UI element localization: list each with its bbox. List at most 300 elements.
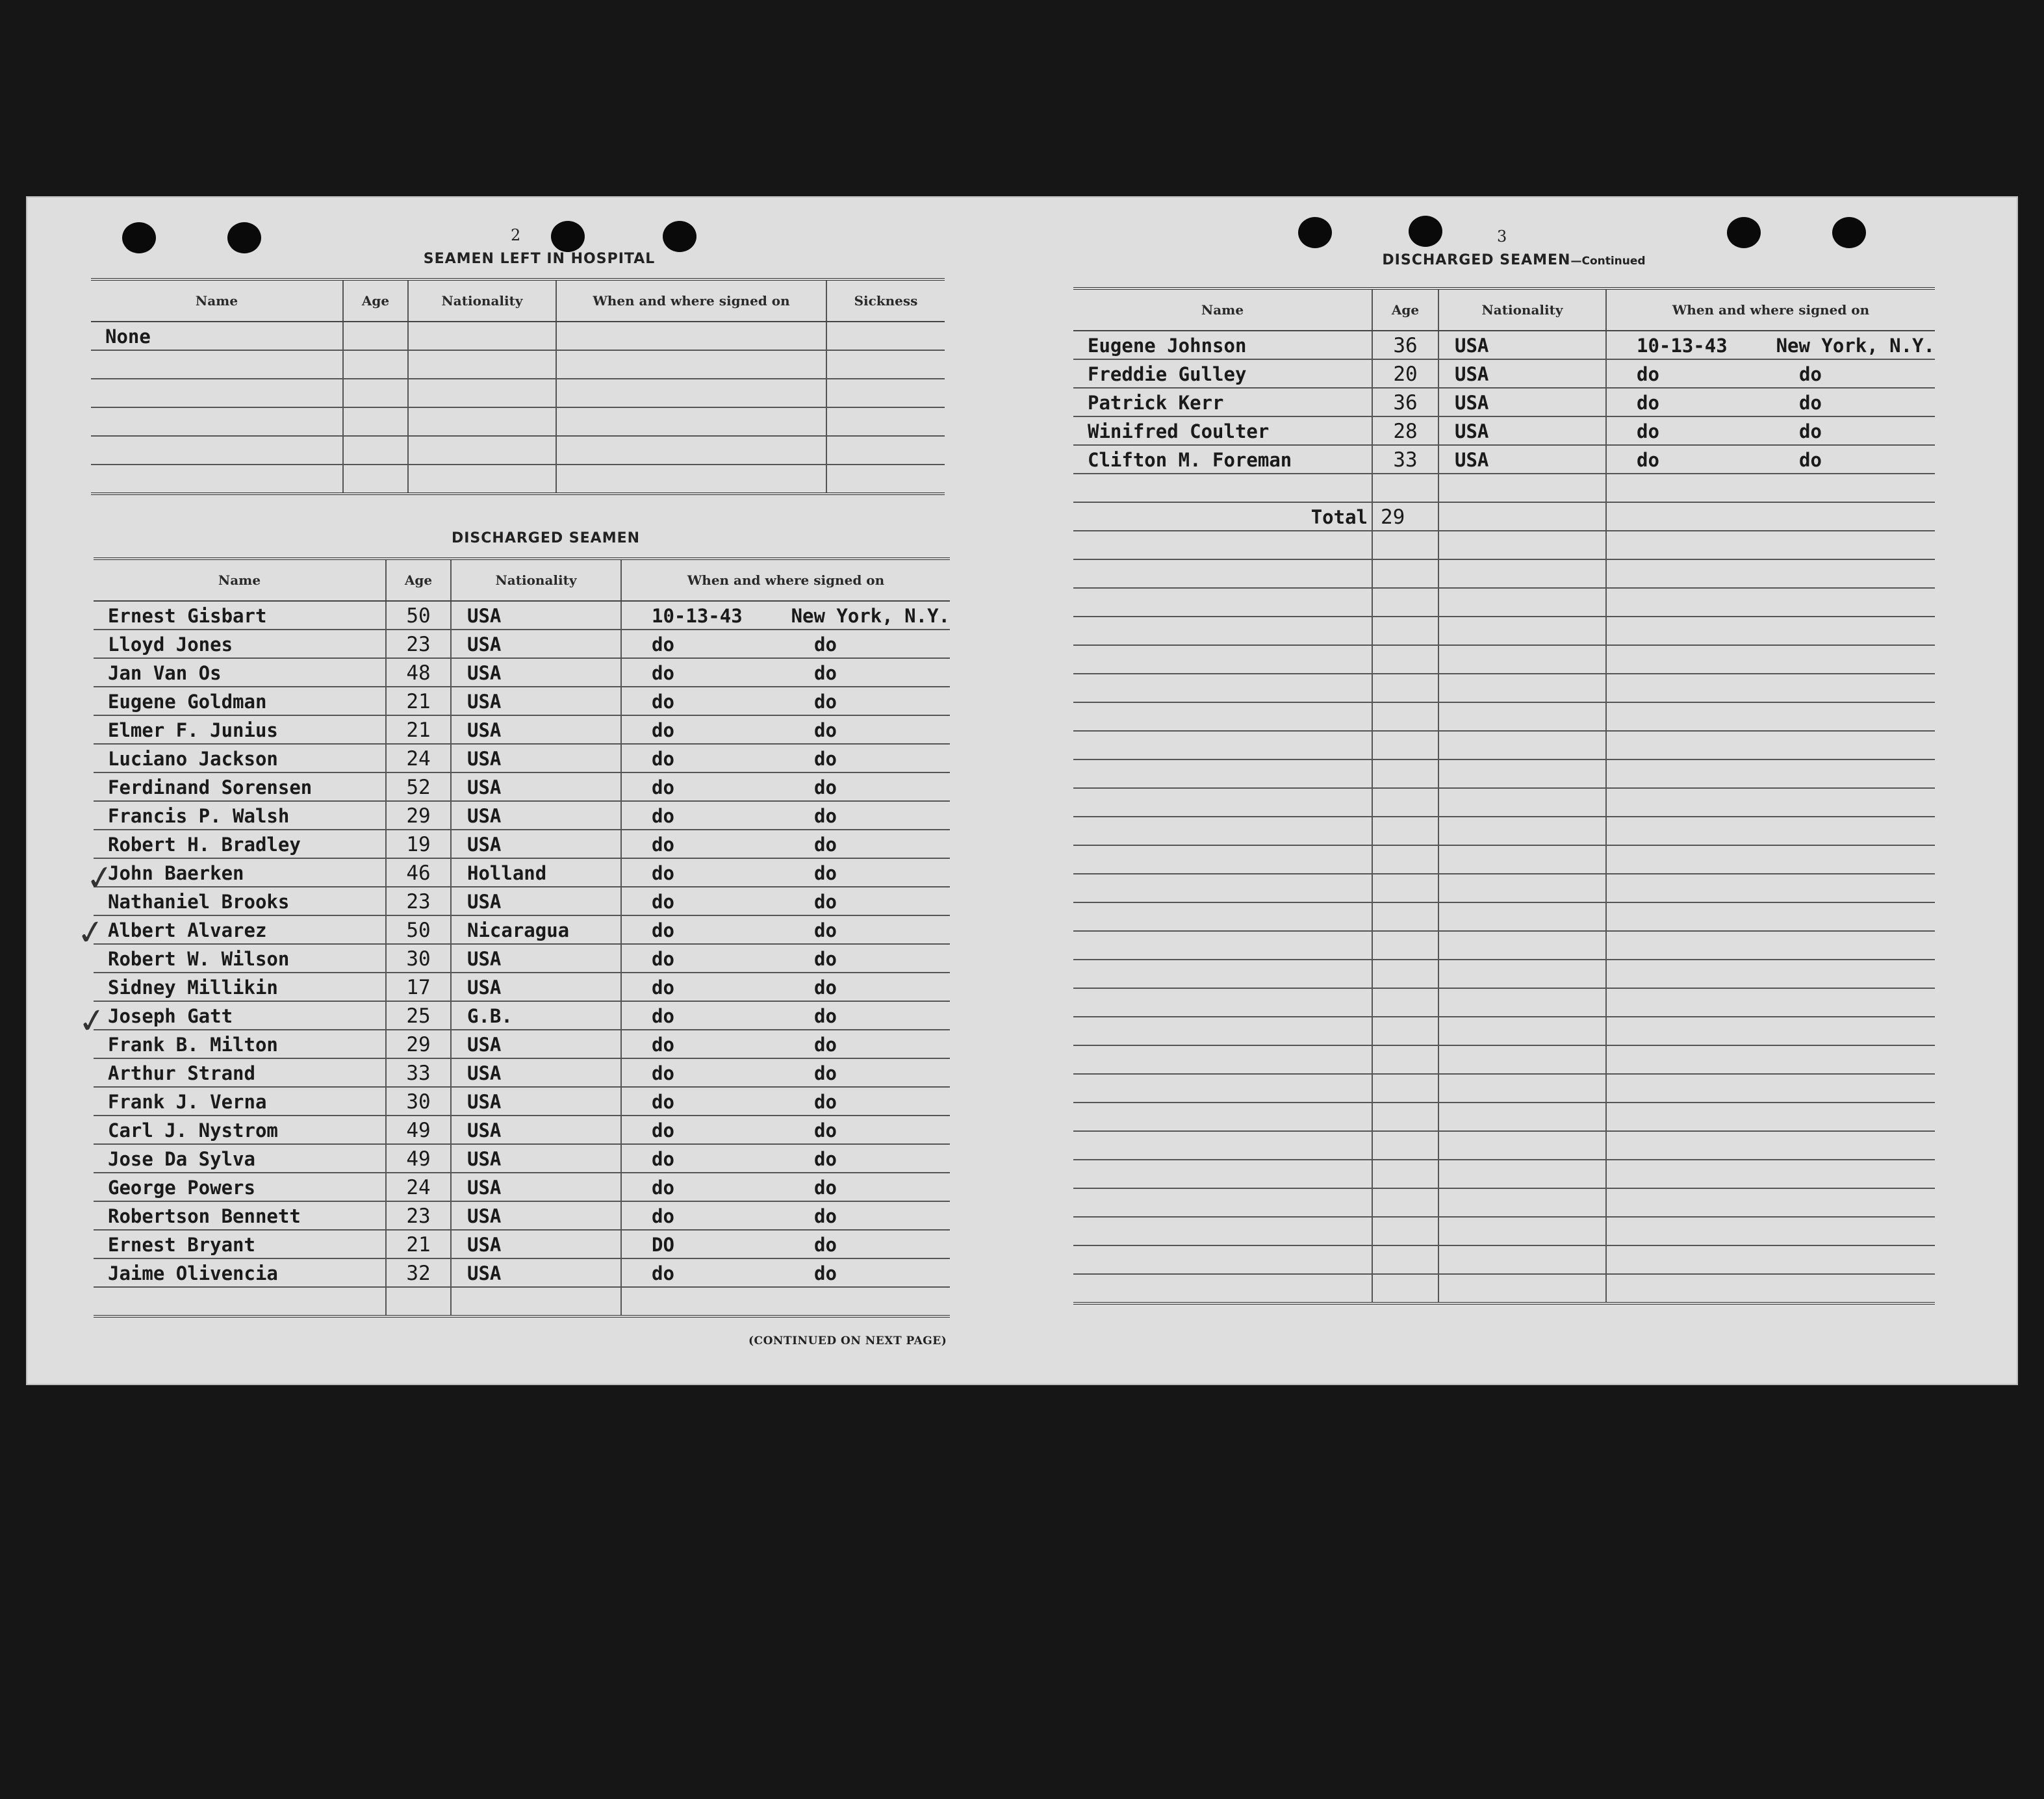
table-row: [1073, 617, 1935, 645]
signed-on-date: do: [1637, 363, 1659, 385]
empty-cell: [1073, 845, 1372, 874]
signed-on-place: do: [814, 1091, 837, 1113]
signed-on-date: do: [652, 891, 674, 913]
seaman-age: 28: [1372, 416, 1438, 445]
seaman-age: 52: [386, 772, 451, 801]
empty-cell: [343, 322, 408, 350]
col-header-name: Name: [91, 279, 343, 322]
discharged-heading: DISCHARGED SEAMEN: [451, 530, 641, 546]
table-row: [94, 658, 950, 687]
seaman-nationality: USA: [451, 1230, 621, 1258]
seaman-name: Jan Van Os: [94, 658, 386, 687]
empty-cell: [408, 407, 556, 436]
empty-cell: [1073, 474, 1372, 502]
empty-cell: [1073, 874, 1372, 902]
total-row: [1073, 502, 1935, 531]
total-value: 29: [1372, 502, 1438, 531]
table-row: [94, 1001, 950, 1030]
empty-cell: [408, 350, 556, 379]
seaman-age: 30: [386, 1087, 451, 1116]
empty-cell: [1606, 1131, 1935, 1160]
empty-cell: [1372, 817, 1438, 845]
empty-cell: [1438, 845, 1606, 874]
empty-cell: [1073, 988, 1372, 1017]
seaman-name: Robertson Bennett: [94, 1201, 386, 1230]
seaman-nationality: G.B.: [451, 1001, 621, 1030]
empty-cell: [1372, 1188, 1438, 1217]
signed-on-date: do: [652, 1091, 674, 1113]
signed-on: [621, 601, 950, 630]
empty-cell: [1372, 617, 1438, 645]
signed-on: [621, 1173, 950, 1201]
empty-cell: [826, 322, 945, 350]
empty-cell: [1606, 931, 1935, 960]
empty-cell: [1606, 902, 1935, 931]
empty-cell: [1606, 531, 1935, 559]
signed-on-place: do: [814, 919, 837, 941]
empty-cell: [1438, 988, 1606, 1017]
empty-cell: [1438, 960, 1606, 988]
empty-cell: [1372, 531, 1438, 559]
punch-hole: [227, 222, 261, 253]
signed-on: [621, 1201, 950, 1230]
table-row: [94, 687, 950, 715]
table-row: [1073, 531, 1935, 559]
table-row: [1073, 1074, 1935, 1103]
seaman-nationality: USA: [1438, 331, 1606, 359]
signed-on: [621, 772, 950, 801]
empty-cell: [1606, 502, 1935, 531]
empty-cell: [1438, 1131, 1606, 1160]
empty-cell: [1073, 531, 1372, 559]
empty-cell: [826, 465, 945, 494]
seaman-age: 33: [386, 1058, 451, 1087]
empty-cell: [1073, 1217, 1372, 1245]
empty-cell: [91, 379, 343, 407]
signed-on-place: do: [814, 1205, 837, 1227]
signed-on-place: do: [814, 976, 837, 999]
signed-on-date: do: [1637, 449, 1659, 471]
seaman-nationality: USA: [451, 801, 621, 830]
empty-cell: [1073, 1274, 1372, 1303]
table-row: [1073, 931, 1935, 960]
seaman-age: 36: [1372, 331, 1438, 359]
empty-cell: [1372, 1274, 1438, 1303]
table-row: [1073, 359, 1935, 388]
signed-on: [621, 1258, 950, 1287]
table-row: [1073, 759, 1935, 788]
table-row: [94, 858, 950, 887]
signed-on-place: do: [814, 662, 837, 684]
heading-main: DISCHARGED SEAMEN: [1382, 252, 1571, 268]
seaman-name: Ernest Bryant: [94, 1230, 386, 1258]
table-row: [94, 1144, 950, 1173]
empty-cell: [408, 322, 556, 350]
total-label: Total: [1073, 502, 1372, 531]
continued-note: (CONTINUED ON NEXT PAGE): [748, 1334, 947, 1347]
seaman-name: Albert Alvarez: [94, 915, 386, 944]
empty-cell: [408, 436, 556, 465]
table-row: [1073, 817, 1935, 845]
signed-on-date: do: [652, 948, 674, 970]
signed-on-place: do: [814, 805, 837, 827]
signed-on-date: 10-13-43: [1637, 335, 1728, 357]
signed-on: [621, 973, 950, 1001]
empty-cell: [826, 407, 945, 436]
seaman-age: 50: [386, 601, 451, 630]
signed-on-date: do: [652, 691, 674, 713]
empty-cell: [1438, 474, 1606, 502]
signed-on-date: do: [1637, 420, 1659, 442]
empty-cell: [826, 379, 945, 407]
table-row: [94, 1258, 950, 1287]
empty-cell: [1606, 874, 1935, 902]
empty-cell: [1372, 474, 1438, 502]
seaman-age: 23: [386, 1201, 451, 1230]
empty-cell: [1073, 674, 1372, 702]
table-row: [1073, 416, 1935, 445]
empty-cell: [1606, 617, 1935, 645]
table-row: [1073, 1245, 1935, 1274]
seaman-nationality: USA: [451, 1087, 621, 1116]
empty-cell: [1372, 902, 1438, 931]
seaman-name: Eugene Goldman: [94, 687, 386, 715]
empty-cell: [1606, 1074, 1935, 1103]
empty-cell: [1372, 1245, 1438, 1274]
seaman-nationality: USA: [451, 1173, 621, 1201]
empty-cell: [1073, 588, 1372, 617]
col-header-nationality: Nationality: [1438, 288, 1606, 331]
signed-on-place: do: [1799, 363, 1822, 385]
discharged-continued-table: [1073, 287, 1935, 1305]
table-row: [1073, 388, 1935, 416]
seaman-nationality: USA: [451, 1058, 621, 1087]
seaman-name: Carl J. Nystrom: [94, 1116, 386, 1144]
empty-cell: [1438, 1217, 1606, 1245]
empty-cell: [1372, 988, 1438, 1017]
seaman-age: 25: [386, 1001, 451, 1030]
empty-cell: [451, 1287, 621, 1316]
seaman-age: 24: [386, 744, 451, 772]
empty-cell: [408, 379, 556, 407]
empty-cell: [1372, 759, 1438, 788]
seaman-age: 46: [386, 858, 451, 887]
table-row: [94, 744, 950, 772]
table-row: [94, 772, 950, 801]
table-row: [94, 887, 950, 915]
empty-cell: [1073, 1131, 1372, 1160]
signed-on-date: do: [652, 1262, 674, 1284]
col-header-age: Age: [386, 559, 451, 601]
table-row: [91, 436, 945, 465]
empty-cell: [1073, 559, 1372, 588]
col-header-sickness: Sickness: [826, 279, 945, 322]
empty-cell: [1438, 1160, 1606, 1188]
empty-cell: [1073, 1160, 1372, 1188]
empty-cell: [1606, 1217, 1935, 1245]
empty-cell: [91, 407, 343, 436]
table-row: [1073, 960, 1935, 988]
empty-cell: [1606, 759, 1935, 788]
table-row: [94, 601, 950, 630]
seaman-name: Eugene Johnson: [1073, 331, 1372, 359]
empty-cell: [1372, 1074, 1438, 1103]
signed-on: [621, 1230, 950, 1258]
punch-hole: [1298, 217, 1332, 248]
signed-on-date: do: [652, 719, 674, 741]
empty-cell: [1372, 702, 1438, 731]
seaman-nationality: USA: [451, 715, 621, 744]
signed-on: [621, 1058, 950, 1087]
empty-cell: [1606, 674, 1935, 702]
signed-on: [621, 630, 950, 658]
seaman-nationality: USA: [451, 1201, 621, 1230]
seaman-nationality: Nicaragua: [451, 915, 621, 944]
empty-cell: [94, 1287, 386, 1316]
signed-on-date: do: [652, 1119, 674, 1142]
table-row: [91, 350, 945, 379]
hospital-header-row: [91, 279, 945, 322]
table-row: [94, 830, 950, 858]
signed-on: [621, 830, 950, 858]
seaman-nationality: USA: [1438, 388, 1606, 416]
seaman-age: 19: [386, 830, 451, 858]
seaman-age: 29: [386, 1030, 451, 1058]
signed-on-place: do: [1799, 420, 1822, 442]
empty-cell: [1438, 1103, 1606, 1131]
table-row: [1073, 788, 1935, 817]
empty-cell: [826, 436, 945, 465]
signed-on-place: do: [814, 834, 837, 856]
discharged-continued-heading: [1332, 252, 1696, 268]
empty-cell: [1073, 731, 1372, 759]
empty-cell: [386, 1287, 451, 1316]
seaman-name: Lloyd Jones: [94, 630, 386, 658]
seaman-nationality: USA: [1438, 359, 1606, 388]
empty-cell: [343, 379, 408, 407]
signed-on: [1606, 445, 1935, 474]
seaman-nationality: USA: [451, 1144, 621, 1173]
signed-on-place: do: [814, 776, 837, 798]
empty-cell: [343, 436, 408, 465]
empty-cell: [1073, 759, 1372, 788]
table-row: [1073, 331, 1935, 359]
seaman-name: Nathaniel Brooks: [94, 887, 386, 915]
empty-cell: [1438, 1188, 1606, 1217]
table-row: [94, 1173, 950, 1201]
empty-cell: [1372, 588, 1438, 617]
empty-cell: [1372, 1131, 1438, 1160]
empty-cell: [1073, 1103, 1372, 1131]
signed-on-date: do: [652, 1177, 674, 1199]
seaman-nationality: USA: [451, 1116, 621, 1144]
seaman-nationality: Holland: [451, 858, 621, 887]
empty-cell: [343, 407, 408, 436]
seaman-name: Robert W. Wilson: [94, 944, 386, 973]
hospital-heading: SEAMEN LEFT IN HOSPITAL: [423, 251, 656, 267]
col-header-age: Age: [343, 279, 408, 322]
continued-header-row: [1073, 288, 1935, 331]
seaman-age: 29: [386, 801, 451, 830]
col-header-name: Name: [94, 559, 386, 601]
col-header-when-where: When and where signed on: [621, 559, 950, 601]
empty-cell: [1372, 960, 1438, 988]
seaman-nationality: USA: [451, 973, 621, 1001]
empty-cell: [1438, 702, 1606, 731]
signed-on-place: do: [814, 891, 837, 913]
table-row: [1073, 474, 1935, 502]
table-row: [1073, 645, 1935, 674]
table-row: [94, 915, 950, 944]
empty-cell: [1438, 588, 1606, 617]
table-row: [1073, 845, 1935, 874]
table-row: [94, 1201, 950, 1230]
signed-on-date: do: [1637, 392, 1659, 414]
table-row: [91, 465, 945, 494]
empty-cell: [1606, 1245, 1935, 1274]
signed-on-place: do: [814, 1005, 837, 1027]
signed-on-date: do: [652, 748, 674, 770]
empty-cell: [1372, 674, 1438, 702]
table-row: [1073, 702, 1935, 731]
signed-on-place: do: [1799, 449, 1822, 471]
empty-cell: [1438, 1045, 1606, 1074]
seaman-age: 50: [386, 915, 451, 944]
empty-cell: [1438, 674, 1606, 702]
signed-on: [621, 715, 950, 744]
signed-on-place: do: [814, 691, 837, 713]
empty-cell: [1438, 645, 1606, 674]
empty-cell: [1073, 1045, 1372, 1074]
seaman-nationality: USA: [451, 772, 621, 801]
table-row: [1073, 1017, 1935, 1045]
empty-cell: [1073, 1245, 1372, 1274]
signed-on-place: do: [814, 948, 837, 970]
seaman-name: Arthur Strand: [94, 1058, 386, 1087]
empty-cell: [1372, 559, 1438, 588]
empty-cell: [1372, 1045, 1438, 1074]
empty-cell: [1372, 874, 1438, 902]
signed-on: [621, 1030, 950, 1058]
empty-cell: [1073, 702, 1372, 731]
table-row: [1073, 1045, 1935, 1074]
signed-on-date: do: [652, 1034, 674, 1056]
hospital-entry: None: [91, 322, 343, 350]
seaman-age: 32: [386, 1258, 451, 1287]
signed-on-place: do: [814, 862, 837, 884]
col-header-nationality: Nationality: [408, 279, 556, 322]
table-row: [1073, 1131, 1935, 1160]
empty-cell: [1438, 1274, 1606, 1303]
seaman-nationality: USA: [451, 1030, 621, 1058]
punch-hole: [663, 221, 696, 252]
empty-cell: [1438, 874, 1606, 902]
table-row: [94, 1030, 950, 1058]
table-row: [94, 801, 950, 830]
empty-cell: [1372, 1103, 1438, 1131]
empty-cell: [1073, 931, 1372, 960]
signed-on-place: do: [814, 1148, 837, 1170]
empty-cell: [1438, 817, 1606, 845]
seaman-name: Luciano Jackson: [94, 744, 386, 772]
signed-on: [621, 801, 950, 830]
seaman-name: Robert H. Bradley: [94, 830, 386, 858]
empty-cell: [1073, 617, 1372, 645]
col-header-age: Age: [1372, 288, 1438, 331]
hospital-table: [91, 278, 945, 495]
signed-on-date: do: [652, 919, 674, 941]
empty-cell: [1438, 902, 1606, 931]
seaman-age: 21: [386, 715, 451, 744]
seaman-name: Clifton M. Foreman: [1073, 445, 1372, 474]
table-row: [91, 322, 945, 350]
table-row: [1073, 1103, 1935, 1131]
empty-cell: [826, 350, 945, 379]
signed-on: [621, 744, 950, 772]
punch-hole: [122, 222, 156, 253]
seaman-age: 49: [386, 1116, 451, 1144]
seaman-age: 21: [386, 687, 451, 715]
signed-on-place: do: [1799, 392, 1822, 414]
empty-cell: [1606, 817, 1935, 845]
empty-cell: [1438, 759, 1606, 788]
signed-on: [1606, 416, 1935, 445]
signed-on-date: do: [652, 1005, 674, 1027]
signed-on: [1606, 359, 1935, 388]
seaman-nationality: USA: [451, 944, 621, 973]
signed-on-place: do: [814, 1119, 837, 1142]
empty-cell: [1073, 902, 1372, 931]
table-row: [94, 973, 950, 1001]
check-mark: ✓: [74, 912, 108, 954]
page-number-left: 2: [511, 226, 521, 244]
signed-on-place: do: [814, 633, 837, 656]
signed-on-place: do: [814, 1262, 837, 1284]
seaman-nationality: USA: [451, 830, 621, 858]
empty-cell: [1438, 731, 1606, 759]
discharged-header-row: [94, 559, 950, 601]
signed-on: [621, 687, 950, 715]
seaman-name: George Powers: [94, 1173, 386, 1201]
signed-on: [1606, 388, 1935, 416]
seaman-age: 49: [386, 1144, 451, 1173]
signed-on-date: do: [652, 1148, 674, 1170]
empty-cell: [1073, 645, 1372, 674]
empty-cell: [1438, 559, 1606, 588]
signed-on: [621, 1001, 950, 1030]
signed-on-place: do: [814, 1177, 837, 1199]
table-row: [1073, 674, 1935, 702]
table-row: [94, 944, 950, 973]
empty-cell: [1372, 788, 1438, 817]
table-row: [94, 1058, 950, 1087]
signed-on-date: do: [652, 776, 674, 798]
empty-cell: [1372, 1017, 1438, 1045]
table-row: [1073, 559, 1935, 588]
seaman-nationality: USA: [451, 630, 621, 658]
signed-on-date: do: [652, 633, 674, 656]
signed-on: [621, 858, 950, 887]
seaman-name: Patrick Kerr: [1073, 388, 1372, 416]
empty-cell: [1438, 1074, 1606, 1103]
document-sheet: [26, 196, 2018, 1385]
empty-cell: [1606, 1017, 1935, 1045]
signed-on-place: New York, N.Y.: [791, 605, 950, 627]
signed-on-place: New York, N.Y.: [1776, 335, 1935, 357]
table-row: [1073, 1188, 1935, 1217]
empty-cell: [621, 1287, 950, 1316]
seaman-age: 23: [386, 630, 451, 658]
